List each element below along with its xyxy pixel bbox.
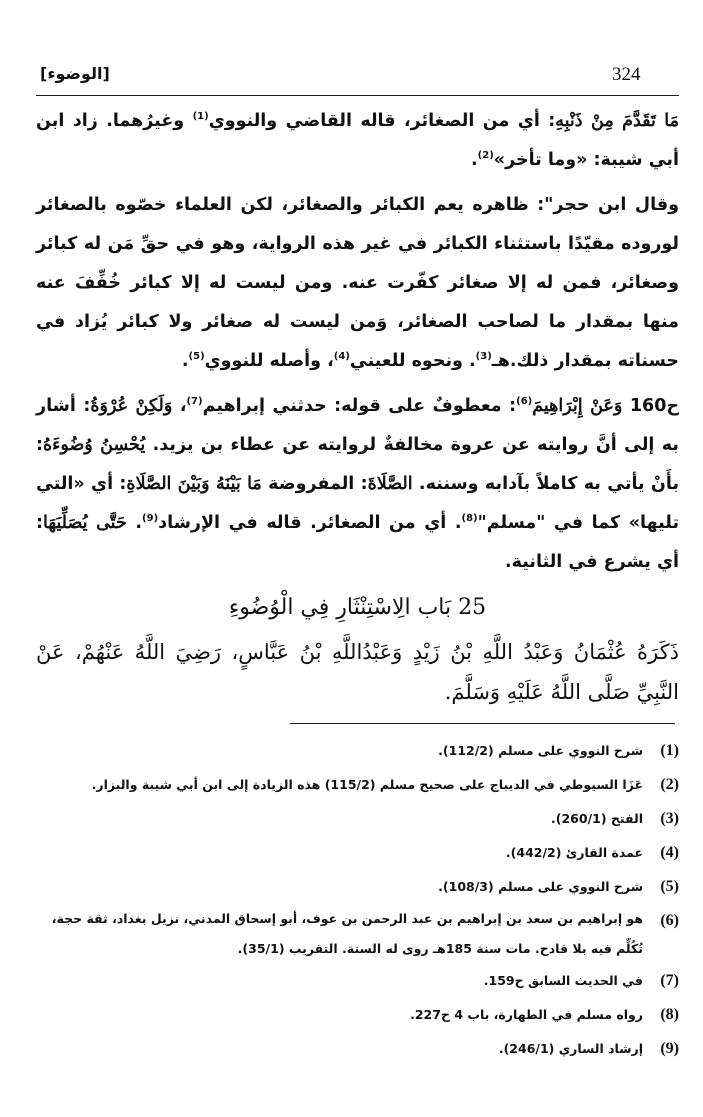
footnote-text: رواه مسلم في الطهارة، باب 4 ح227.: [410, 1007, 643, 1022]
footnote-text: عَزَا السيوطي في الديباج على صحيح مسلم (115/2) هذه الزيادة إلى ابن أبي شيبة والبزار.: [91, 777, 643, 792]
footnote-ref-7[interactable]: (7): [186, 396, 203, 408]
footnote-text: إرشاد الساري (246/1).: [498, 1041, 643, 1056]
text: : أي من الصغائر، قاله القاضي والنووي: [208, 111, 556, 131]
paragraph-1: [36, 102, 679, 180]
footnote-item: [36, 964, 679, 998]
footnote-item: [36, 1032, 679, 1066]
footnote-ref-2[interactable]: (2): [477, 150, 494, 162]
text: : المفروضة: [261, 474, 368, 494]
text: : أشار به إلى أنَّ روايته عن عروة مخالفةٌ لروايته عن عطاء بن يزيد.: [36, 396, 679, 455]
footnote-item: [36, 870, 679, 904]
commentary-body: [36, 102, 679, 588]
lemma: حَتَّى يُصَلِّيَهَا: [43, 513, 127, 533]
footnote-ref-8[interactable]: (8): [461, 513, 478, 525]
footnote-number: (9): [660, 1040, 679, 1057]
footnote-text: في الحديث السابق ح159.: [483, 973, 643, 988]
footnote-ref-1[interactable]: (1): [192, 111, 209, 123]
lemma: وَلَكِنْ عُرْوَةُ: [90, 396, 173, 416]
page-number: 324: [612, 64, 641, 85]
footnote-item: [36, 904, 679, 964]
hadith-number: ح160: [629, 396, 679, 416]
lemma: مَا تَقَدَّمَ مِنْ ذَنْبِهِ: [555, 111, 679, 131]
text: وغيرُهما. زاد ابن أبي شيبة: «وما تأخر»: [36, 111, 679, 170]
text: : أي يشرع في الثانية.: [36, 513, 679, 572]
footnote-number: (5): [660, 878, 679, 895]
lemma: وَعَنْ إِبْرَاهِيمَ: [532, 396, 623, 416]
footnote-text: شرح النووي على مسلم (112/2).: [438, 743, 643, 758]
text: : أي «التي تليها» كما في "مسلم": [36, 474, 680, 533]
footnote-ref-3[interactable]: (3): [475, 351, 492, 363]
footnote-text: عمدة القارئ (442/2).: [505, 845, 643, 860]
footnote-text: الفتح (260/1).: [551, 811, 643, 826]
footnote-divider: [290, 723, 675, 724]
footnote-number: (7): [660, 972, 679, 989]
header-divider: [36, 95, 679, 96]
footnote-item: [36, 836, 679, 870]
footnote-text: هو إبراهيم بن سعد بن إبراهيم بن عبد الرحمن بن عوف، أبو إسحاق المدني، نزيل بغداد، ثقة حجة، تُكُلِّم فيه بلا قادح. مات سنة 185هـ روى له الستة. التقريب (35/1).: [51, 911, 643, 956]
paragraph-2: [36, 186, 679, 381]
footnote-number: (6): [660, 912, 679, 929]
footnote-number: (3): [660, 810, 679, 827]
footnote-item: [36, 734, 679, 768]
text: .: [471, 150, 478, 170]
lemma: يُحْسِنُ وُضُوءَهُ: [43, 435, 146, 455]
paragraph-3: [36, 387, 679, 582]
footnote-text: شرح النووي على مسلم (108/3).: [438, 879, 643, 894]
hadith-text: ذَكَرَهُ عُثْمَانُ وَعَبْدُ اللَّهِ بْنُ زَيْدٍ وَعَبْدُاللَّهِ بْنُ عَبَّاسٍ، رَضِيَ اللَّهُ عَنْهُمْ، عَنْ النَّبِيِّ صَلَّى اللَّهُ عَلَيْهِ وَسَلَّمَ.: [36, 640, 679, 704]
footnote-ref-9[interactable]: (9): [142, 513, 159, 525]
footnote-number: (1): [660, 742, 679, 759]
footnotes: [36, 734, 679, 1066]
text: وقال ابن حجر": ظاهره يعم الكبائر والصغائر، لكن العلماء خصّوه بالصغائر لوروده مقيّدًا باستثناء الكبائر في غير هذه الرواية، وهو في حقِّ مَن له كبائر وصغائر، فمن له إلا صغائر كفّرت عنه. ومن ليست له إلا كبائر خُفِّفَ عنه منها بمقدار ما لصاحب الصغائر، وَمن ليست له صغائر ولا كبائر يُزاد في حسناته بمقدار ذلك.هـ: [36, 195, 679, 371]
footnote-number: (4): [660, 844, 679, 861]
footnote-number: (8): [660, 1006, 679, 1023]
text: : معطوفٌ على قوله: حدثني إبراهيم: [202, 396, 517, 416]
text: ، وأصله للنووي: [204, 351, 334, 371]
lemma: الصَّلَاةَ: [367, 474, 413, 494]
footnote-ref-6[interactable]: (6): [516, 396, 533, 408]
section-title: 25 بَاب الِاسْتِنْثَارِ فِي الْوُضُوءِ: [228, 595, 487, 620]
text: . أي من الصغائر. قاله في الإرشاد: [158, 513, 462, 533]
footnote-number: (2): [660, 776, 679, 793]
footnote-item: [36, 802, 679, 836]
text: .: [181, 351, 189, 371]
lemma: مَا بَيْنَهُ وَبَيْنَ الصَّلَاةِ: [126, 474, 262, 494]
footnote-item: [36, 768, 679, 802]
footnote-ref-5[interactable]: (5): [188, 351, 205, 363]
text: ،: [172, 396, 187, 416]
text: . ونحوه للعيني: [349, 351, 476, 371]
footnote-item: [36, 998, 679, 1032]
text: : بأَنْ يأتي به كاملاً بآدابه وسننه.: [36, 435, 680, 494]
footnote-ref-4[interactable]: (4): [333, 351, 350, 363]
text: .: [126, 513, 143, 533]
running-title: [الوضوء]: [40, 64, 110, 83]
